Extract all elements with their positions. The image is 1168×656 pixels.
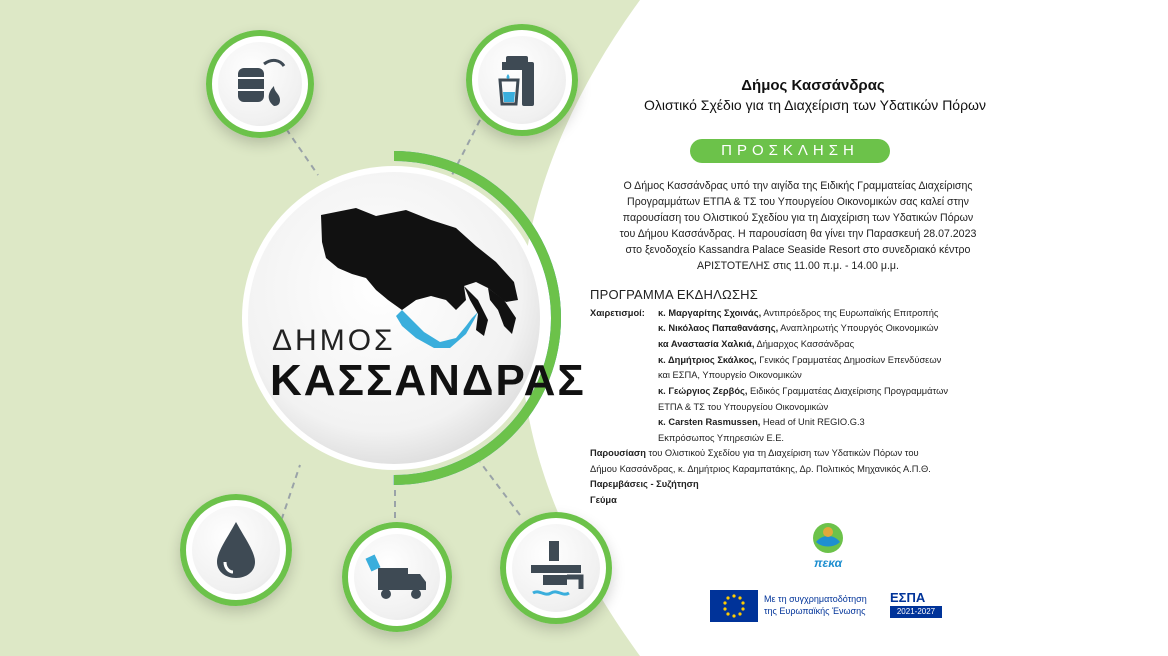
intro-line: παρουσίαση του Ολιστικού Σχεδίου για τη Διαχείριση των Υδατικών Πόρων [622,212,974,224]
water-tank-fire-icon [230,54,290,114]
center-emblem [226,150,562,486]
brand-large-text: ΚΑΣΣΑΝΔΡΑΣ [270,356,586,405]
garbage-truck-icon [364,552,430,602]
water-drop-icon [211,520,261,580]
espa-label: ΕΣΠΑ [890,590,926,605]
garbage-truck-circle [342,522,452,632]
invitation-badge: ΠΡΟΣΚΛΗΣΗ [690,139,890,163]
pipes-factory-circle [500,512,612,624]
lunch-item: Γεύμα [590,495,617,505]
speaker-item: κ. Νικόλαος Παπαθανάσης, Αναπληρωτής Υπουργός Οικονομικών [658,323,939,333]
speaker-item-cont: και ΕΣΠΑ, Υπουργείο Οικονομικών [658,370,802,380]
presentation-item-cont: Δήμου Κασσάνδρας, κ. Δημήτριος Καραμπατάκης, Δρ. Πολιτικός Μηχανικός Α.Π.Θ. [590,464,931,474]
page-title: Δήμος Κασσάνδρας [741,77,885,94]
speaker-item: κ. Γεώργιος Ζερβός, Ειδικός Γραμματέας Διαχείρισης Προγραμμάτων [658,386,948,396]
water-drop-circle [180,494,292,606]
pipes-factory-icon [525,537,587,599]
intro-line: Ο Δήμος Κασσάνδρας υπό την αιγίδα της Ειδικής Γραμματείας Διαχείρισης [623,180,973,192]
eu-text: Με τη συγχρηματοδότηση της Ευρωπαϊκής Ένωσης [764,594,867,616]
speaker-item: κ. Δημήτριος Σκάλκος, Γενικός Γραμματέας Δημοσίων Επενδύσεων [658,355,942,365]
brand-small-text: ΔΗΜΟΣ [272,324,396,357]
speaker-item: κ. Μαργαρίτης Σχοινάς, Αντιπρόεδρος της Ευρωπαϊκής Επιτροπής [658,308,939,318]
program-title: ΠΡΟΓΡΑΜΜΑ ΕΚΔΗΛΩΣΗΣ [590,287,759,302]
pteka-label: πεκα [813,556,843,570]
eu-flag-icon [710,590,758,622]
faucet-circle [466,24,578,136]
intro-line: ΑΡΙΣΤΟΤΕΛΗΣ στις 11.00 π.μ. - 14.00 μ.μ. [697,260,899,272]
intro-line: Προγραμμάτων ΕΤΠΑ & ΤΣ του Υπουργείου Οικονομικών σας καλεί στην [627,196,969,208]
water-tank-fire-circle [206,30,314,138]
discussion-item: Παρεμβάσεις - Συζήτηση [590,479,699,489]
center-ring [226,150,562,486]
faucet-glass-icon [492,50,552,110]
pteka-logo [808,518,848,578]
speaker-item: κα Αναστασία Χαλκιά, Δήμαρχος Κασσάνδρας [658,339,855,349]
speaker-item: κ. Carsten Rasmussen, Head of Unit REGIO.G.3 [658,417,865,427]
greetings-label: Χαιρετισμοί: [590,308,645,318]
speaker-item-cont: Εκπρόσωπος Υπηρεσιών Ε.Ε. [658,433,785,443]
espa-years: 2021-2027 [890,606,942,618]
page-subtitle: Ολιστικό Σχέδιο για τη Διαχείριση των Υδατικών Πόρων [644,97,986,113]
intro-line: στο ξενοδοχείο Kassandra Palace Seaside Resort στο συνεδριακό κέντρο [625,244,971,256]
intro-line: του Δήμου Κασσάνδρας. Η παρουσίαση θα γίνει την Παρασκευή 28.07.2023 [619,228,977,240]
speaker-item-cont: ΕΤΠΑ & ΤΣ του Υπουργείου Οικονομικών [658,402,829,412]
presentation-item: Παρουσίαση του Ολιστικού Σχεδίου για τη Διαχείριση των Υδατικών Πόρων του [590,448,919,458]
intro-paragraph [588,178,1008,274]
eu-cofunding-logo [710,590,880,622]
espa-logo [890,590,942,620]
